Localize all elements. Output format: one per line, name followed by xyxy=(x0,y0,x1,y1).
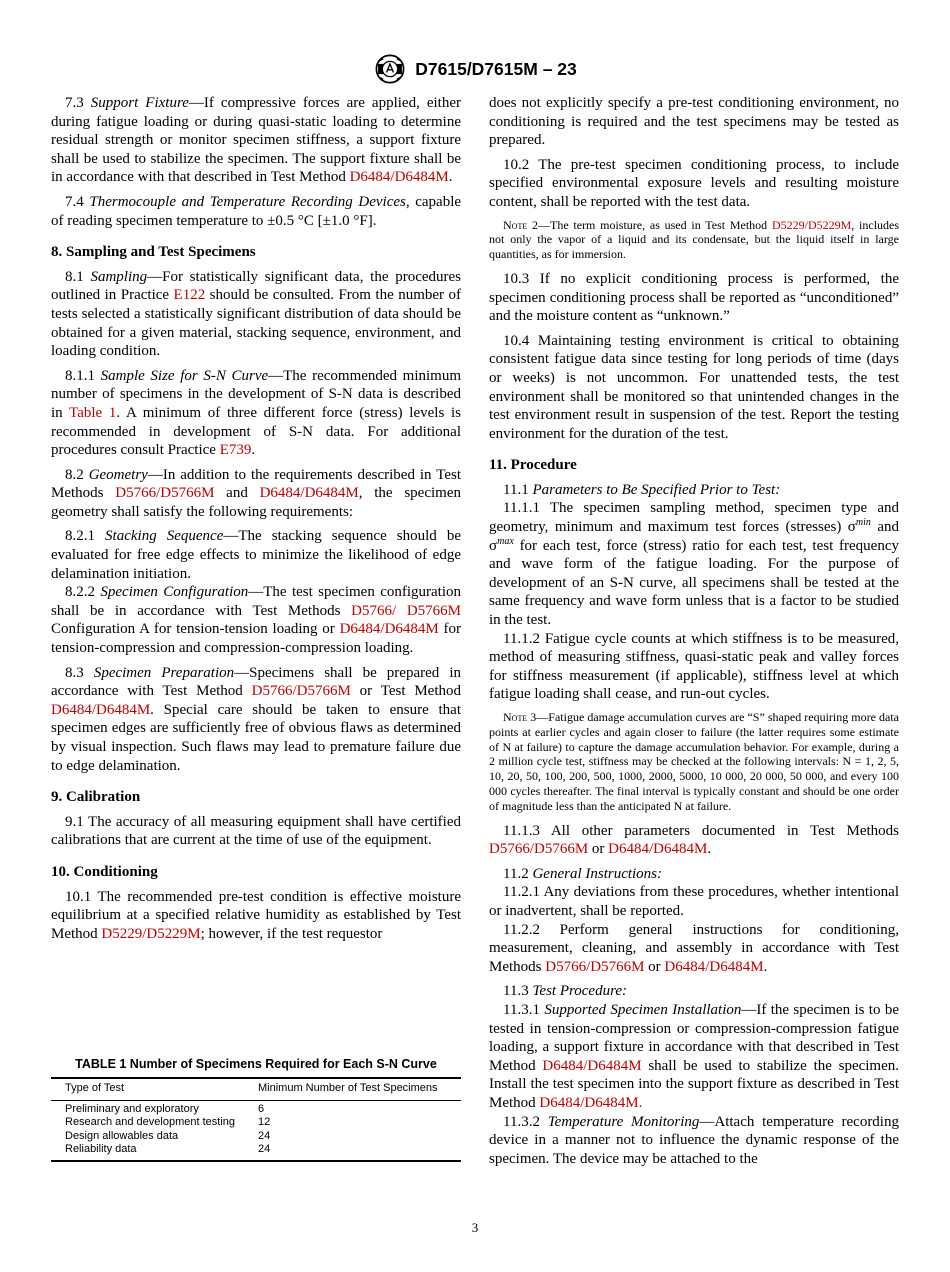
paragraph-11-2-2: 11.2.2 Perform general instructions for conditioning, measurement, cleaning, and assembly in accordance with Test Methods D5766/D5766M or D6484/D6484M. xyxy=(489,921,899,975)
document-designation: D7615/D7615M – 23 xyxy=(415,58,577,79)
table-title: TABLE 1 Number of Specimens Required for Each S-N Curve xyxy=(75,1057,437,1071)
paragraph-7-3: 7.3 Support Fixture—If compressive forces are applied, either during fatigue loading or during quasi-static loading to determine residual strength or monitor specimen stiffness, a support fixture shall be used to stabilize the specimen. The support fixture shall be in accordance with that described in Test Method D6484/D6484M. xyxy=(51,95,461,186)
paragraph-10-2: 10.2 The pre-test specimen conditioning process, to include specified environmental exposure levels and resulting moisture content, shall be reported with the test data. xyxy=(489,156,899,210)
ref-link[interactable]: D5766/ D5766M xyxy=(351,602,462,619)
note-3: Note 3—Fatigue damage accumulation curves are “S” shaped requiring more data points at earlier cycles and again closer to failure (the latter requires some estimate of N at failure) to capture the damage accumulation behavior. For example, during a 2 million cycle test, stiffness may be checked at the following intervals: N = 1, 2, 5, 10, 20, 50, 100, 200, 500, 1000, 2000, 5000, 10 000, 20 000, 50 000, and every 100 000 cycles thereafter. The final interval is typically constant and should be one order of magnitude less than the anticipated N at failure. xyxy=(489,710,899,813)
table-row xyxy=(51,1130,461,1144)
paragraph-11-3: 11.3 Test Procedure: xyxy=(503,983,628,1000)
paragraph-8-3: 8.3 Specimen Preparation—Specimens shall be prepared in accordance with Test Method D5766/D5766M or Test Method D6484/D6484M. Special care should be taken to ensure that specimen edges are sufficiently free of obvious flaws as determined by visual inspection. Such flaws may lead to premature failure due to edge delamination. xyxy=(51,664,462,774)
paragraph-10-1: 10.1 The recommended pre-test condition is effective moisture equilibrium at a specified relative humidity as established by Test Method D5229/D5229M; however, if the test requestor xyxy=(51,888,461,942)
table-cell: Research and development testing xyxy=(65,1116,235,1128)
paragraph-11-3-2: 11.3.2 Temperature Monitoring—Attach temperature recording device in a manner not to influence the dynamic response of the specimen. The device may be attached to the xyxy=(489,1113,899,1167)
paragraph-8-2: 8.2 Geometry—In addition to the requirements described in Test Methods D5766/D5766M and D6484/D6484M, the specimen geometry shall satisfy the following requirements: xyxy=(51,466,461,520)
paragraph-8-2-2: 8.2.2 Specimen Configuration—The test specimen configuration shall be in accordance with Test Methods D5766/ D5766M Configuration A for tension-tension loading or D6484/D6484M for tension-compression and compression-compression loading. xyxy=(51,584,462,657)
paragraph-8-1: 8.1 Sampling—For statistically significant data, the procedures outlined in Practice E122 should be consulted. From the number of tests selected a statistically significant distribution of data should be obtained for a given material, stacking sequence, environment, and loading condition. xyxy=(51,268,462,360)
paragraph-8-1-1: 8.1.1 Sample Size for S-N Curve—The recommended minimum number of specimens in the development of S-N data is described in Table 1. A minimum of three different force (stress) levels is recommended in development of S-N data. For additional procedures consult Practice E739. xyxy=(51,367,462,459)
table-row xyxy=(51,1116,461,1130)
ref-link[interactable]: D6484/D6484M xyxy=(608,841,708,858)
table-cell: 24 xyxy=(258,1129,271,1142)
ref-link[interactable]: D6484/D6484M xyxy=(259,485,359,502)
section-heading-10: 10. Conditioning xyxy=(51,863,158,880)
table-header-cell: Type of Test xyxy=(51,1078,258,1100)
page-number: 3 xyxy=(471,1220,479,1235)
table-cell: 12 xyxy=(258,1116,271,1128)
paragraph-11-1-3: 11.1.3 All other parameters documented in Test Methods D5766/D5766M or D6484/D6484M. xyxy=(489,822,899,858)
table-cell: 6 xyxy=(258,1102,265,1115)
table-row xyxy=(51,1100,461,1116)
specimen-count-table xyxy=(51,1077,461,1162)
paragraph-10-1-continued: does not explicitly specify a pre-test conditioning environment, no conditioning is required and the test specimens may be tested as prepared. xyxy=(489,95,899,149)
ref-link[interactable]: D5766/D5766M xyxy=(251,683,351,700)
ref-link[interactable]: E739 xyxy=(219,442,252,459)
paragraph-11-1-2: 11.1.2 Fatigue cycle counts at which stiffness is to be measured, method of measuring stiffness, quasi-static peak and valley forces for stiffness measurement (if applicable), stiffness level at which fatigue loading shall cease, and run-out cycles. xyxy=(489,630,899,703)
ref-link[interactable]: D5766/D5766M xyxy=(545,958,645,975)
paragraph-11-1: 11.1 Parameters to Be Specified Prior to Test: xyxy=(503,481,781,498)
paragraph-11-1-1: 11.1.1 The specimen sampling method, specimen type and geometry, minimum and maximum test forces (stresses) $\sigma^{min}$ and $\sigma^{max}$ for each test, force (stress) ratio for each test, test frequency and wave form of the fatigue loading. For the purpose of development of an S-N curve, all specimens shall be tested at the same frequency and wave form unless that is a factor to be studied in the test. xyxy=(489,500,900,629)
ref-link[interactable]: D6484/D6484M. xyxy=(539,1094,643,1111)
paragraph-10-4: 10.4 Maintaining testing environment is critical to obtaining consistent fatigue data since testing for long periods of time (days or weeks) is not uncommon. For unattended tests, the test environment shall be monitored so that unintended changes in the test environment result in suspension of the test. Report the testing environment for the duration of the test. xyxy=(489,332,899,442)
section-heading-8: 8. Sampling and Test Specimens xyxy=(51,244,256,261)
table-header-cell: Minimum Number of Test Specimens xyxy=(258,1078,461,1100)
table-cell: 24 xyxy=(258,1143,271,1155)
table-header-row xyxy=(51,1078,461,1100)
paragraph-10-3: 10.3 If no explicit conditioning process is performed, the specimen conditioning process shall be reported as “unconditioned” and the moisture content as “unknown.” xyxy=(489,270,899,325)
ref-link[interactable]: D6484/D6484M xyxy=(339,621,439,638)
table-1-link[interactable]: Table 1 xyxy=(69,404,117,421)
ref-link[interactable]: D5766/D5766M xyxy=(489,841,589,858)
ref-link[interactable]: E122 xyxy=(173,287,206,304)
paragraph-9-1: 9.1 The accuracy of all measuring equipment shall have certified calibrations that are current at the time of use of the equipment. xyxy=(51,813,461,849)
page-header xyxy=(0,52,950,86)
paragraph-11-2: 11.2 General Instructions: xyxy=(503,865,663,882)
table-cell: Design allowables data xyxy=(65,1129,179,1142)
ref-link[interactable]: D6484/D6484M xyxy=(664,958,764,975)
left-column xyxy=(51,94,461,949)
section-heading-9: 9. Calibration xyxy=(51,789,141,806)
astm-logo-icon xyxy=(373,52,407,86)
ref-link[interactable]: D6484/D6484M xyxy=(542,1057,642,1074)
paragraph-11-2-1: 11.2.1 Any deviations from these procedures, whether intentional or inadvertent, shall be reported. xyxy=(489,884,899,919)
paragraph-8-2-1: 8.2.1 Stacking Sequence—The stacking sequence should be evaluated for free edge effects to minimize the likelihood of edge delamination initiation. xyxy=(51,528,461,582)
table-cell: Preliminary and exploratory xyxy=(65,1102,199,1115)
table-1 xyxy=(51,1057,461,1162)
ref-link[interactable]: D5766/D5766M xyxy=(115,485,215,502)
right-column xyxy=(489,94,899,1168)
ref-link[interactable]: D5229/D5229M xyxy=(771,217,852,232)
paragraph-7-4: 7.4 Thermocouple and Temperature Recording Devices, capable of reading specimen temperature to ±0.5 °C [±1.0 °F]. xyxy=(51,193,462,229)
section-heading-11: 11. Procedure xyxy=(489,457,577,474)
table-row xyxy=(51,1143,461,1161)
ref-link[interactable]: D6484/D6484M xyxy=(51,701,151,718)
table-cell: Reliability data xyxy=(65,1143,137,1155)
note-2: Note 2—The term moisture, as used in Test Method D5229/D5229M, includes not only the vapor of a liquid and its condensate, but the liquid itself in large quantities, as for immersion. xyxy=(489,217,900,262)
ref-link[interactable]: D6484/D6484M xyxy=(349,169,449,186)
paragraph-11-3-1: 11.3.1 Supported Specimen Installation—If the specimen is to be tested in tension-compression or compression-compression fatigue loading, a support fixture in accordance with that described in Test Method D6484/D6484M shall be used to stabilize the specimen. Install the test specimen into the support fixture as described in Test Method D6484/D6484M. xyxy=(489,1001,900,1111)
ref-link[interactable]: D5229/D5229M xyxy=(101,925,201,942)
